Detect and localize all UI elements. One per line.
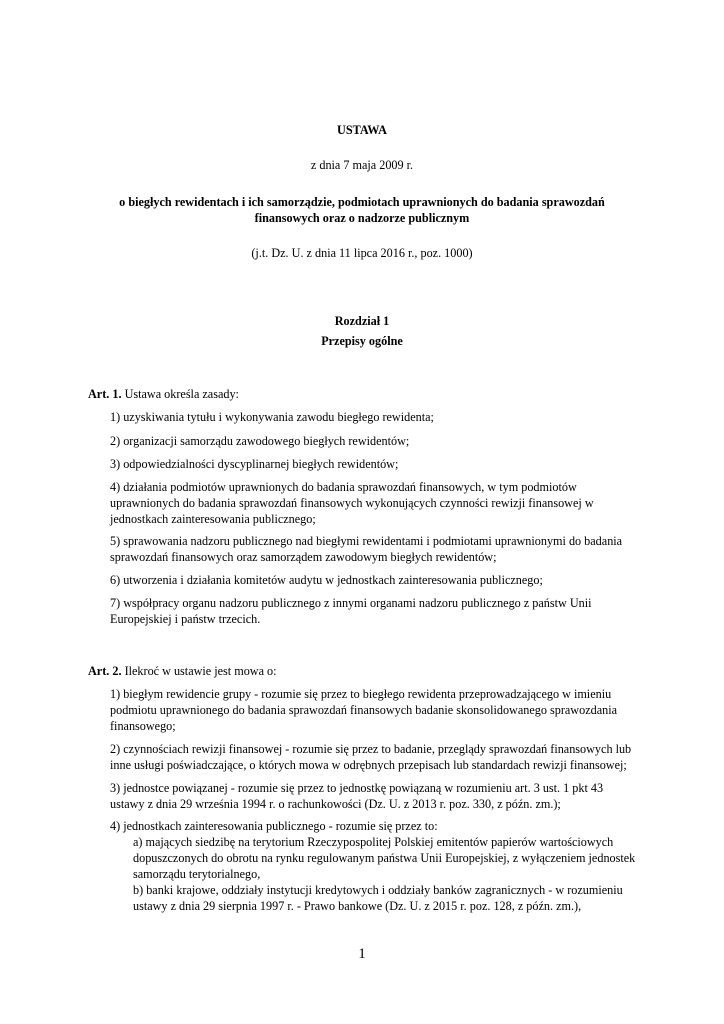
art2-item-4a-line-3: samorządu terytorialnego, — [133, 867, 261, 881]
article-2-label: Art. 2. — [88, 664, 122, 678]
art1-item-7-line-2: Europejskiej i państw trzecich. — [110, 612, 261, 626]
art2-item-1-line-3: finansowego; — [110, 719, 176, 733]
art1-item-7-line-1: 7) współpracy organu nadzoru publicznego z innymi organami nadzoru publicznego z państw Unii — [110, 596, 592, 610]
act-title: USTAWA — [337, 123, 387, 137]
art1-item-4-line-3: jednostkach zainteresowania publicznego; — [110, 512, 316, 526]
art2-item-4a-line-1: a) mających siedzibę na terytorium Rzeczypospolitej Polskiej emitentów papierów wartościowych — [133, 835, 614, 849]
act-subject-line-2: finansowych oraz o nadzorze publicznym — [254, 211, 470, 225]
art2-item-4b-line-2: ustawy z dnia 29 sierpnia 1997 r. - Prawo bankowe (Dz. U. z 2015 r. poz. 128, z późn. zm.), — [133, 899, 582, 913]
art1-item-2: 2) organizacji samorządu zawodowego biegłych rewidentów; — [110, 434, 410, 448]
article-2-heading — [88, 663, 277, 679]
art1-item-4-line-1: 4) działania podmiotów uprawnionych do badania sprawozdań finansowych, w tym podmiotów — [110, 480, 577, 494]
article-1-label: Art. 1. — [88, 387, 122, 401]
art1-item-1: 1) uzyskiwania tytułu i wykonywania zawodu biegłego rewidenta; — [110, 410, 434, 424]
art1-item-5-line-2: sprawozdań finansowych oraz samorządem zawodowym biegłych rewidentów; — [110, 550, 497, 564]
art2-item-1-line-2: podmiotu uprawnionego do badania sprawozdań finansowych badanie skonsolidowanego sprawozdania — [110, 703, 618, 717]
art2-item-1-line-1: 1) biegłym rewidencie grupy - rozumie się przez to biegłego rewidenta przeprowadzającego w imieniu — [110, 687, 612, 701]
art1-item-5-line-1: 5) sprawowania nadzoru publicznego nad biegłymi rewidentami i podmiotami uprawnionymi do badania — [110, 534, 623, 548]
art2-item-4a-line-2: dopuszczonych do obrotu na rynku regulowanym państwa Unii Europejskiej, z wyłączeniem jednostek — [133, 851, 636, 865]
art2-item-2-line-2: inne usługi poświadczające, o których mowa w odrębnych przepisach lub standardach rewizji finansowej; — [110, 758, 627, 772]
article-1-intro: Ustawa określa zasady: — [121, 387, 239, 401]
art1-item-6: 6) utworzenia i działania komitetów audytu w jednostkach zainteresowania publicznego; — [110, 573, 543, 587]
art1-item-3: 3) odpowiedzialności dyscyplinarnej biegłych rewidentów; — [110, 457, 399, 471]
page-number: 1 — [358, 946, 366, 962]
art2-item-2-line-1: 2) czynnościach rewizji finansowej - rozumie się przez to badanie, przeglądy sprawozdań finansowych lub — [110, 742, 632, 756]
consolidated-text-reference: (j.t. Dz. U. z dnia 11 lipca 2016 r., poz. 1000) — [251, 246, 473, 260]
art2-item-4: 4) jednostkach zainteresowania publicznego - rozumie się przez to: — [110, 819, 438, 833]
act-date: z dnia 7 maja 2009 r. — [310, 158, 414, 172]
act-subject-line-1: o biegłych rewidentach i ich samorządzie, podmiotach uprawnionych do badania sprawozdań — [119, 195, 605, 209]
chapter-number: Rozdział 1 — [334, 314, 390, 328]
art2-item-3-line-1: 3) jednostce powiązanej - rozumie się przez to jednostkę powiązaną w rozumieniu art. 3 ust. 1 pkt 43 — [110, 781, 604, 795]
art2-item-4b-line-1: b) banki krajowe, oddziały instytucji kredytowych i oddziały banków zagranicznych - w rozumieniu — [133, 883, 623, 897]
article-2-intro: Ilekroć w ustawie jest mowa o: — [121, 664, 277, 678]
chapter-name: Przepisy ogólne — [321, 334, 403, 348]
art1-item-4-line-2: uprawnionych do badania sprawozdań finansowych wykonujących czynności rewizji finansowej w — [110, 496, 594, 510]
article-1-heading — [88, 386, 239, 402]
art2-item-3-line-2: ustawy z dnia 29 września 1994 r. o rachunkowości (Dz. U. z 2013 r. poz. 330, z późn. zm.); — [110, 797, 561, 811]
